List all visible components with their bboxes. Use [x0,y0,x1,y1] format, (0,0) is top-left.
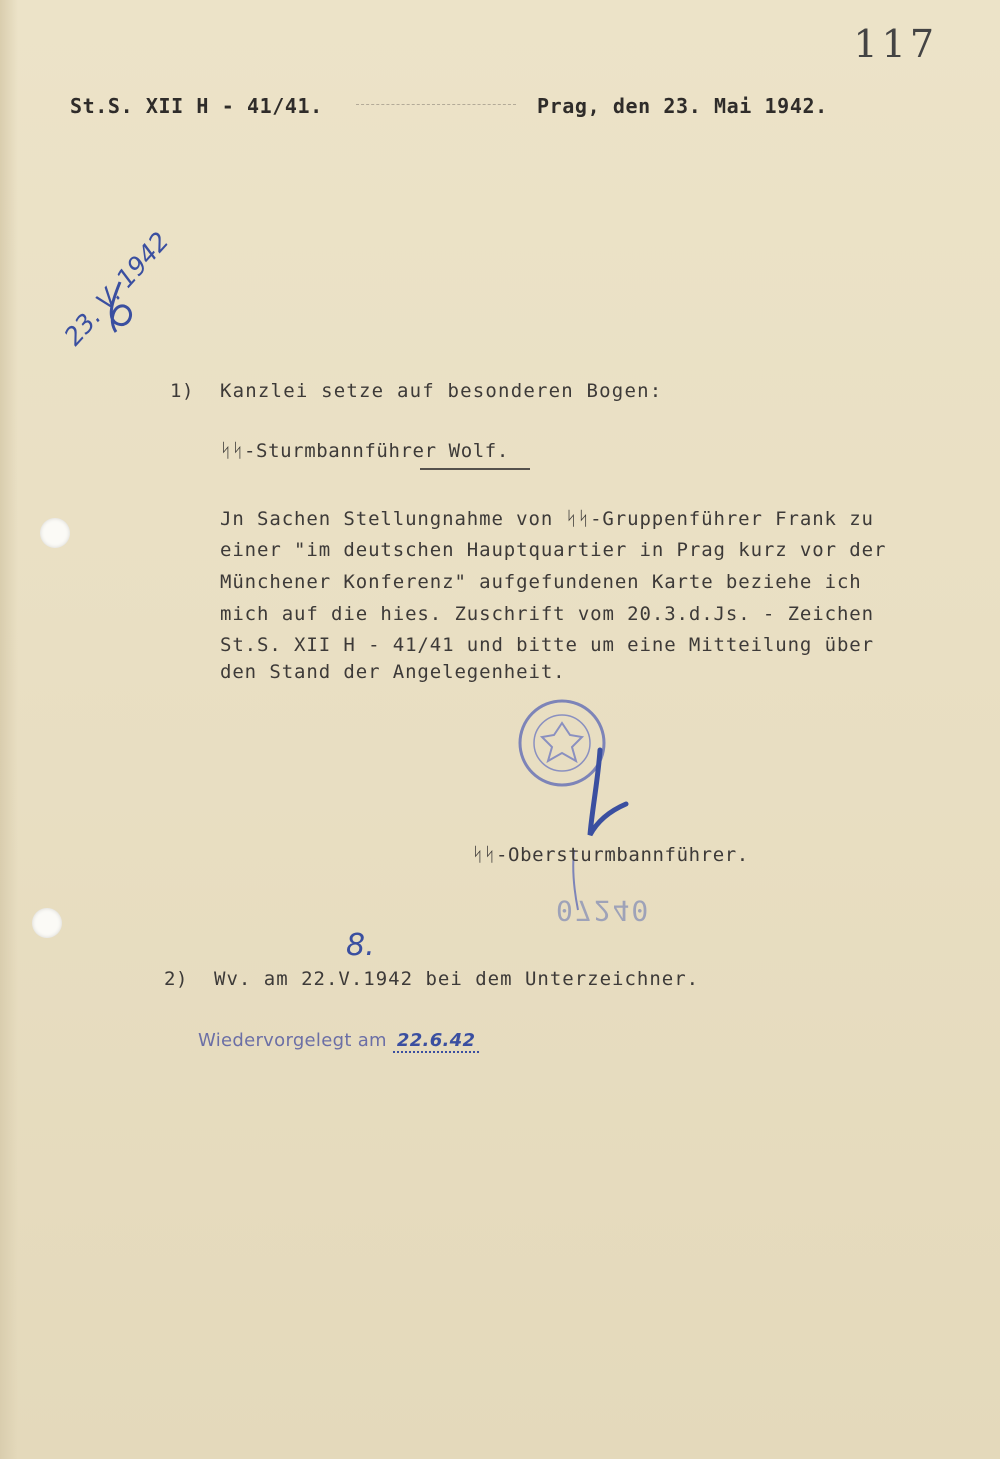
addressee-underline [420,468,530,470]
received-date-stamp [58,226,242,412]
item2-text: Wv. am 22.V.1942 bei dem Unterzeichner. [214,968,700,990]
reference-number: St.S. XII H - 41/41. [70,94,323,118]
body-line-5: St.S. XII H - 41/41 und bitte um eine Mitteilung über [220,634,874,656]
resubmission-date: 22.6.42 [393,1030,479,1053]
folio-number: 117 [853,22,938,66]
date-correction: 8. [346,928,375,963]
item1-number: 1) [170,380,195,402]
punch-hole-top [40,518,70,548]
addressee: ᛋᛋ-Sturmbannführer Wolf. [220,440,509,462]
body-line-1: Jn Sachen Stellungnahme von ᛋᛋ-Gruppenführer Frank zu [220,508,874,530]
place-and-date: Prag, den 23. Mai 1942. [537,94,828,118]
punch-hole-bottom [32,908,62,938]
signature-rank: ᛋᛋ-Obersturmbannführer. [472,844,749,866]
faint-file-number: 07240 [556,894,651,927]
resubmission-label: Wiedervorgelegt am [198,1030,387,1051]
paper-edge [0,0,18,1459]
initial-mark-icon [72,262,242,412]
signature-icon [570,740,650,920]
received-date-text: 23. V. 1942 [58,226,175,351]
item1-instruction: Kanzlei setze auf besonderen Bogen: [220,380,663,402]
item2-number: 2) [164,968,189,990]
body-line-2: einer "im deutschen Hauptquartier in Prag kurz vor der [220,539,887,561]
body-line-4: mich auf die hies. Zuschrift vom 20.3.d.Js. - Zeichen [220,603,874,625]
resubmission-stamp [198,1030,479,1051]
body-line-6: den Stand der Angelegenheit. [220,661,566,683]
body-line-3: Münchener Konferenz" aufgefundenen Karte beziehe ich [220,571,862,593]
reference-rule [356,104,516,105]
